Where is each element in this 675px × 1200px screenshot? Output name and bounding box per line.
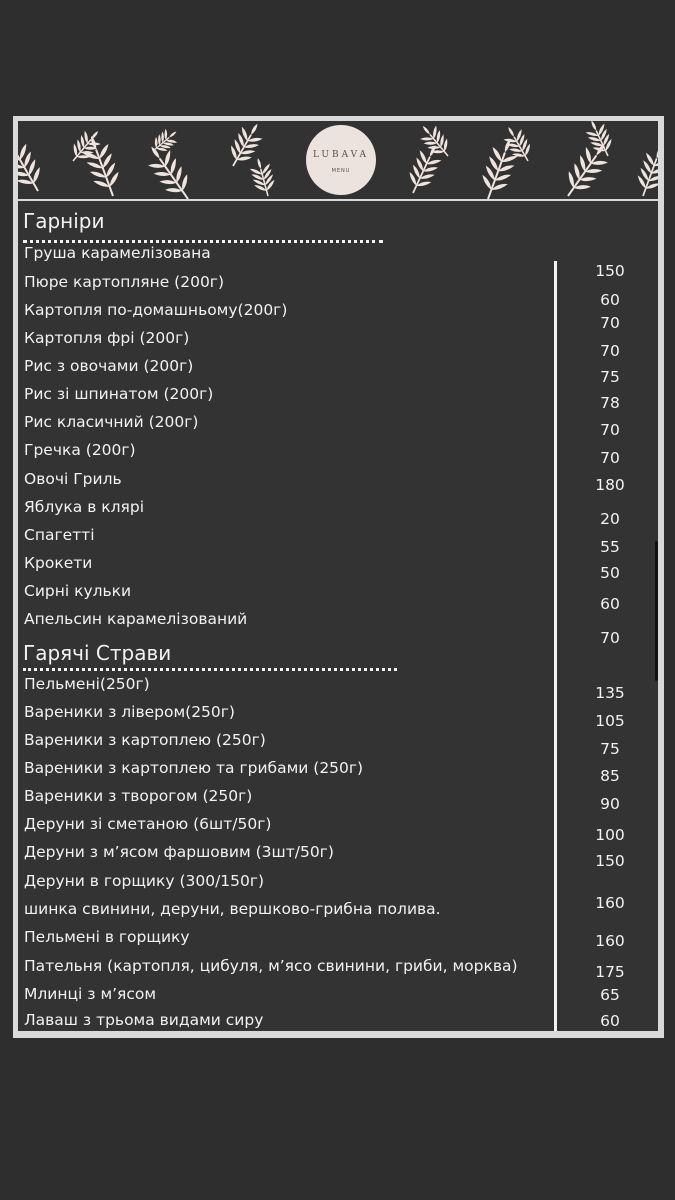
- lubava-logo: [306, 125, 376, 195]
- leaf-icon: [147, 124, 182, 157]
- leaf-icon: [248, 155, 278, 198]
- menu-item-name: Картопля по-домашньому(200г): [24, 301, 288, 319]
- menu-item-name: Вареники з лівером(250г): [24, 703, 235, 721]
- menu-item-price: 60: [600, 1012, 620, 1030]
- section-title-garnishes: Гарніри: [23, 209, 105, 233]
- menu-item-name: Пельмені(250г): [24, 675, 150, 693]
- leaf-icon: [415, 121, 456, 163]
- menu-frame: [13, 116, 664, 1038]
- menu-item-price: 70: [600, 314, 620, 332]
- menu-item-price: 70: [600, 421, 620, 439]
- menu-item-name: Овочі Гриль: [24, 470, 122, 488]
- menu-item-price: 70: [600, 342, 620, 360]
- leaf-icon: [223, 121, 268, 172]
- leaf-icon: [475, 134, 522, 199]
- menu-item-price: 70: [600, 449, 620, 467]
- section-underline: [23, 240, 383, 243]
- menu-item-price: 175: [595, 963, 625, 981]
- menu-item-price: 160: [595, 894, 625, 912]
- logo-name: LUBAVA: [312, 150, 370, 160]
- menu-item-name: Вареники з картоплею (250г): [24, 731, 266, 749]
- section-title-hot-dishes: Гарячі Страви: [23, 641, 172, 665]
- menu-item-name: Рис класичний (200г): [24, 413, 199, 431]
- menu-item-description: шинка свинини, деруни, вершково-грибна полива.: [24, 900, 441, 918]
- menu-sheet: [18, 121, 658, 1031]
- leaf-icon: [402, 140, 446, 198]
- menu-item-price: 65: [600, 986, 620, 1004]
- menu-item-name: Рис з овочами (200г): [24, 357, 194, 375]
- scrollbar-thumb[interactable]: [655, 541, 658, 681]
- menu-item-name: Апельсин карамелізований: [24, 610, 248, 628]
- menu-item-name: Рис зі шпинатом (200г): [24, 385, 214, 403]
- menu-item-price: 75: [600, 740, 620, 758]
- price-column-divider: [554, 261, 557, 1031]
- menu-item-name: Вареники з картоплею та грибами (250г): [24, 759, 364, 777]
- menu-item-price: 160: [595, 932, 625, 950]
- menu-item-name: Сирні кульки: [24, 582, 132, 600]
- menu-item-price: 100: [595, 826, 625, 844]
- menu-item-price: 135: [595, 684, 625, 702]
- menu-item-name: Пательня (картопля, цибуля, м’ясо свинини, гриби, морква): [24, 957, 518, 975]
- leaf-icon: [78, 131, 125, 199]
- menu-item-name: Деруни з м’ясом фаршовим (3шт/50г): [24, 843, 334, 861]
- menu-item-price: 90: [600, 795, 620, 813]
- menu-item-price: 78: [600, 394, 620, 412]
- menu-item-name: Деруни в горщику (300/150г): [24, 872, 265, 890]
- menu-item-name: Пельмені в горщику: [24, 928, 190, 946]
- leaf-icon: [18, 133, 50, 198]
- menu-item-price: 150: [595, 262, 625, 280]
- menu-item-price: 70: [600, 629, 620, 647]
- menu-item-price: 60: [600, 595, 620, 613]
- menu-item-name: Груша карамелізована: [24, 244, 211, 262]
- menu-item-price: 60: [600, 291, 620, 309]
- menu-item-name: Крокети: [24, 554, 93, 572]
- menu-item-name: Деруни зі сметаною (6шт/50г): [24, 815, 272, 833]
- menu-item-price: 150: [595, 852, 625, 870]
- logo-subtitle: MENU: [331, 168, 351, 174]
- menu-item-price: 55: [600, 538, 620, 556]
- section-underline: [23, 668, 397, 671]
- menu-item-name: Млинці з м’ясом: [24, 985, 157, 1003]
- leaf-icon: [632, 142, 658, 199]
- menu-item-price: 75: [600, 368, 620, 386]
- menu-item-name: Картопля фрі (200г): [24, 329, 190, 347]
- menu-item-name: Лаваш з трьома видами сиру: [24, 1011, 264, 1029]
- menu-item-price: 85: [600, 767, 620, 785]
- menu-item-price: 105: [595, 712, 625, 730]
- menu-item-price: 180: [595, 476, 625, 494]
- menu-item-name: Гречка (200г): [24, 441, 136, 459]
- leaf-banner: [18, 121, 658, 201]
- menu-item-price: 50: [600, 564, 620, 582]
- menu-item-name: Пюре картопляне (200г): [24, 273, 225, 291]
- menu-item-name: Яблука в клярі: [24, 498, 144, 516]
- menu-item-name: Вареники з творогом (250г): [24, 787, 253, 805]
- menu-item-price: 20: [600, 510, 620, 528]
- menu-item-name: Спагетті: [24, 526, 95, 544]
